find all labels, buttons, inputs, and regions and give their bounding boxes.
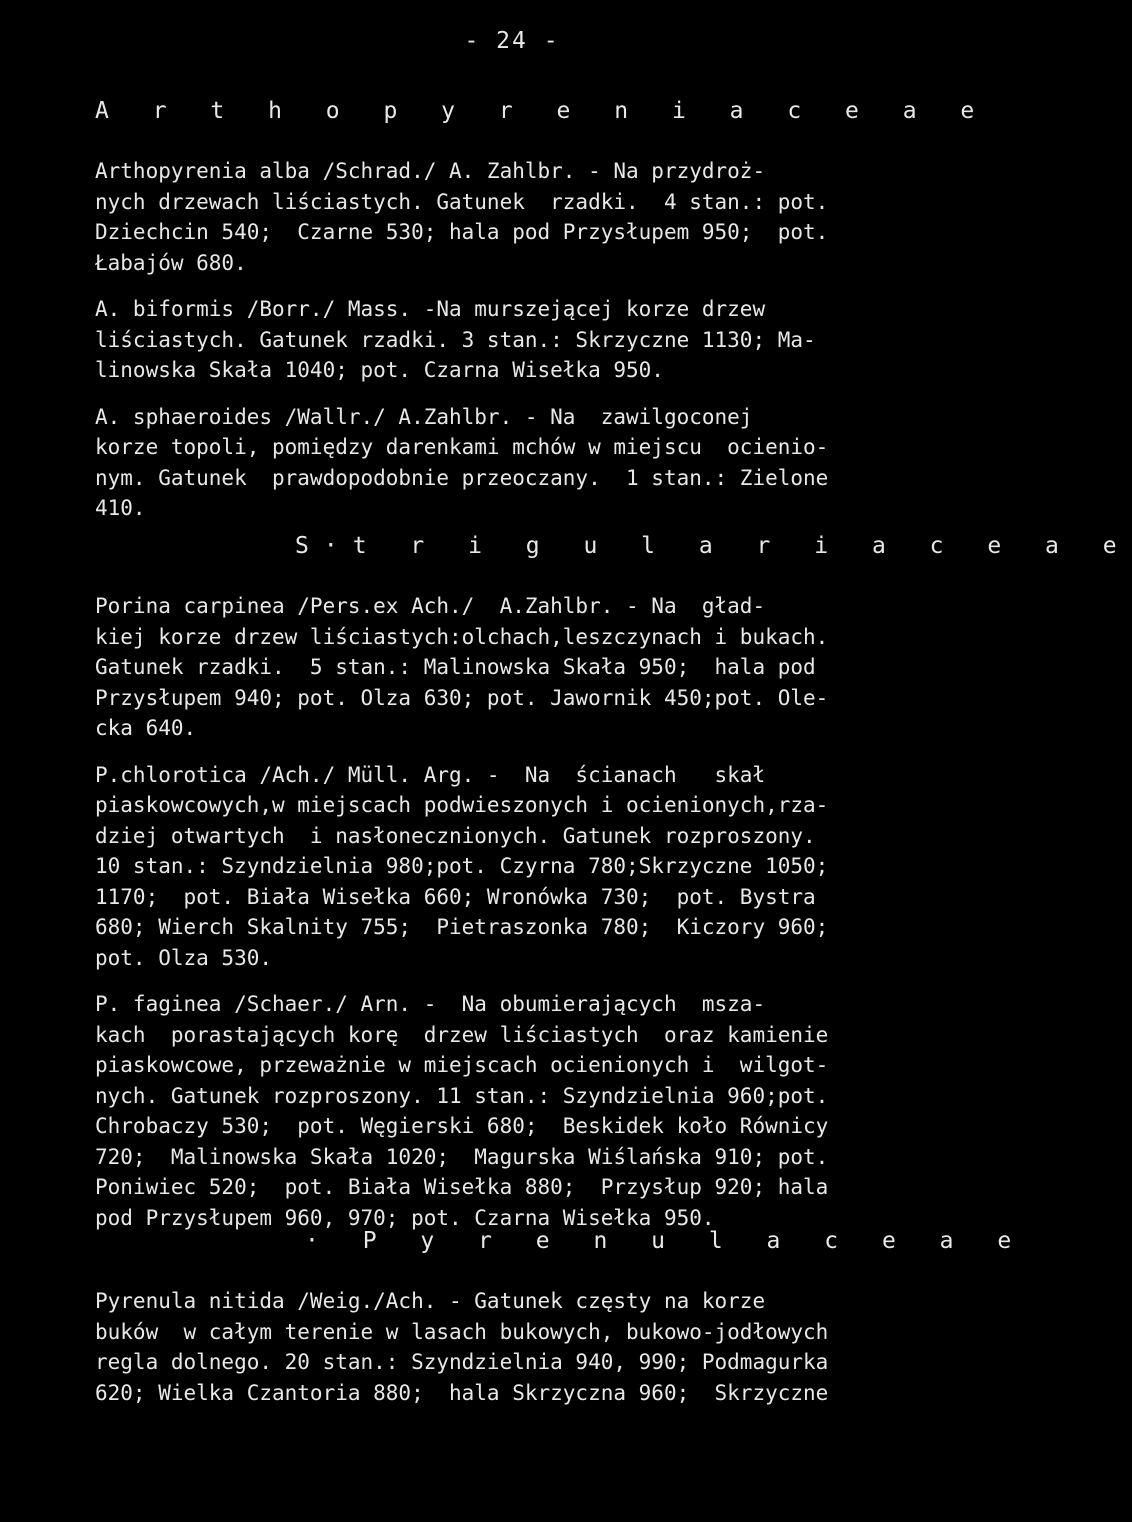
text-line: korze topoli, pomiędzy darenkami mchów w miejscu ocienio-	[95, 435, 829, 459]
species-entry	[95, 989, 930, 1233]
species-entry	[95, 402, 930, 524]
species-entry	[95, 156, 930, 278]
species-entry	[95, 591, 930, 744]
section-pyrenulaceae	[95, 1228, 1027, 1424]
text-line: Poniwiec 520; pot. Biała Wisełka 880; Przysłup 920; hala	[95, 1175, 829, 1199]
text-line: Porina carpinea /Pers.ex Ach./ A.Zahlbr. - Na gład-	[95, 594, 766, 618]
text-line: Arthopyrenia alba /Schrad./ A. Zahlbr. - Na przydroż-	[95, 159, 766, 183]
section-strigulariaceae	[95, 533, 1132, 1249]
text-line: Chrobaczy 530; pot. Węgierski 680; Beskidek koło Równicy	[95, 1114, 829, 1138]
species-entry	[95, 1286, 930, 1408]
text-line: Pyrenula nitida /Weig./Ach. - Gatunek częsty na korze	[95, 1289, 766, 1313]
text-line: Łabajów 680.	[95, 250, 247, 275]
text-line: kiej korze drzew liściastych:olchach,leszczynach i bukach.	[95, 624, 829, 649]
text-line: piaskowcowe, przeważnie w miejscach ocienionych i wilgot-	[95, 1053, 829, 1077]
section-heading: S·t r i g u l a r i a c e a e	[295, 533, 1132, 559]
text-line: A. sphaeroides /Wallr./ A.Zahlbr. - Na zawilgoconej	[95, 404, 753, 429]
text-line: kach porastających korę drzew liściastych oraz kamienie	[95, 1022, 829, 1047]
section-arthopyreniaceae	[95, 98, 990, 540]
text-line: 620; Wielka Czantoria 880; hala Skrzyczna 960; Skrzyczne	[95, 1380, 829, 1405]
text-line: 1170; pot. Biała Wisełka 660; Wronówka 730; pot. Bystra	[95, 884, 816, 909]
text-line: liściastych. Gatunek rzadki. 3 stan.: Skrzyczne 1130; Ma-	[95, 327, 816, 352]
text-line: Gatunek rzadki. 5 stan.: Malinowska Skała 950; hala pod	[95, 655, 816, 679]
text-line: 680; Wierch Skalnity 755; Pietraszonka 780; Kiczory 960;	[95, 915, 829, 939]
text-line: Przysłupem 940; pot. Olza 630; pot. Jawornik 450;pot. Ole-	[95, 685, 829, 710]
text-line: cka 640.	[95, 716, 197, 740]
text-line: piaskowcowych,w miejscach podwieszonych i ocienionych,rza-	[95, 793, 829, 817]
text-line: pod Przysłupem 960, 970; pot. Czarna Wisełka 950.	[95, 1205, 715, 1230]
text-line: P.chlorotica /Ach./ Müll. Arg. - Na ścianach skał	[95, 762, 766, 787]
species-entry	[95, 294, 930, 386]
text-line: nym. Gatunek prawdopodobnie przeoczany. 1 stan.: Zielone	[95, 465, 829, 490]
text-line: dziej otwartych i nasłonecznionych. Gatunek rozproszony.	[95, 823, 816, 848]
text-line: regla dolnego. 20 stan.: Szyndzielnia 940, 990; Podmagurka	[95, 1350, 829, 1374]
text-line: nych drzewach liściastych. Gatunek rzadki. 4 stan.: pot.	[95, 189, 829, 214]
text-line: 720; Malinowska Skała 1020; Magurska Wiślańska 910; pot.	[95, 1144, 829, 1169]
section-heading: A r t h o p y r e n i a c e a e	[95, 98, 990, 124]
text-line: linowska Skała 1040; pot. Czarna Wisełka 950.	[95, 358, 664, 382]
text-line: 10 stan.: Szyndzielnia 980;pot. Czyrna 780;Skrzyczne 1050;	[95, 854, 829, 878]
text-line: Dziechcin 540; Czarne 530; hala pod Przysłupem 950; pot.	[95, 220, 829, 244]
text-line: P. faginea /Schaer./ Arn. - Na obumierających msza-	[95, 992, 766, 1016]
text-line: A. biformis /Borr./ Mass. -Na murszejącej korze drzew	[95, 297, 766, 321]
text-line: pot. Olza 530.	[95, 945, 273, 970]
text-line: nych. Gatunek rozproszony. 11 stan.: Szyndzielnia 960;pot.	[95, 1083, 829, 1108]
species-entry	[95, 760, 930, 974]
text-line: 410.	[95, 496, 146, 520]
page-number: - 24 -	[464, 28, 560, 54]
section-heading: · P y r e n u l a c e a e	[305, 1228, 1027, 1254]
text-line: buków w całym terenie w lasach bukowych, bukowo-jodłowych	[95, 1319, 829, 1344]
